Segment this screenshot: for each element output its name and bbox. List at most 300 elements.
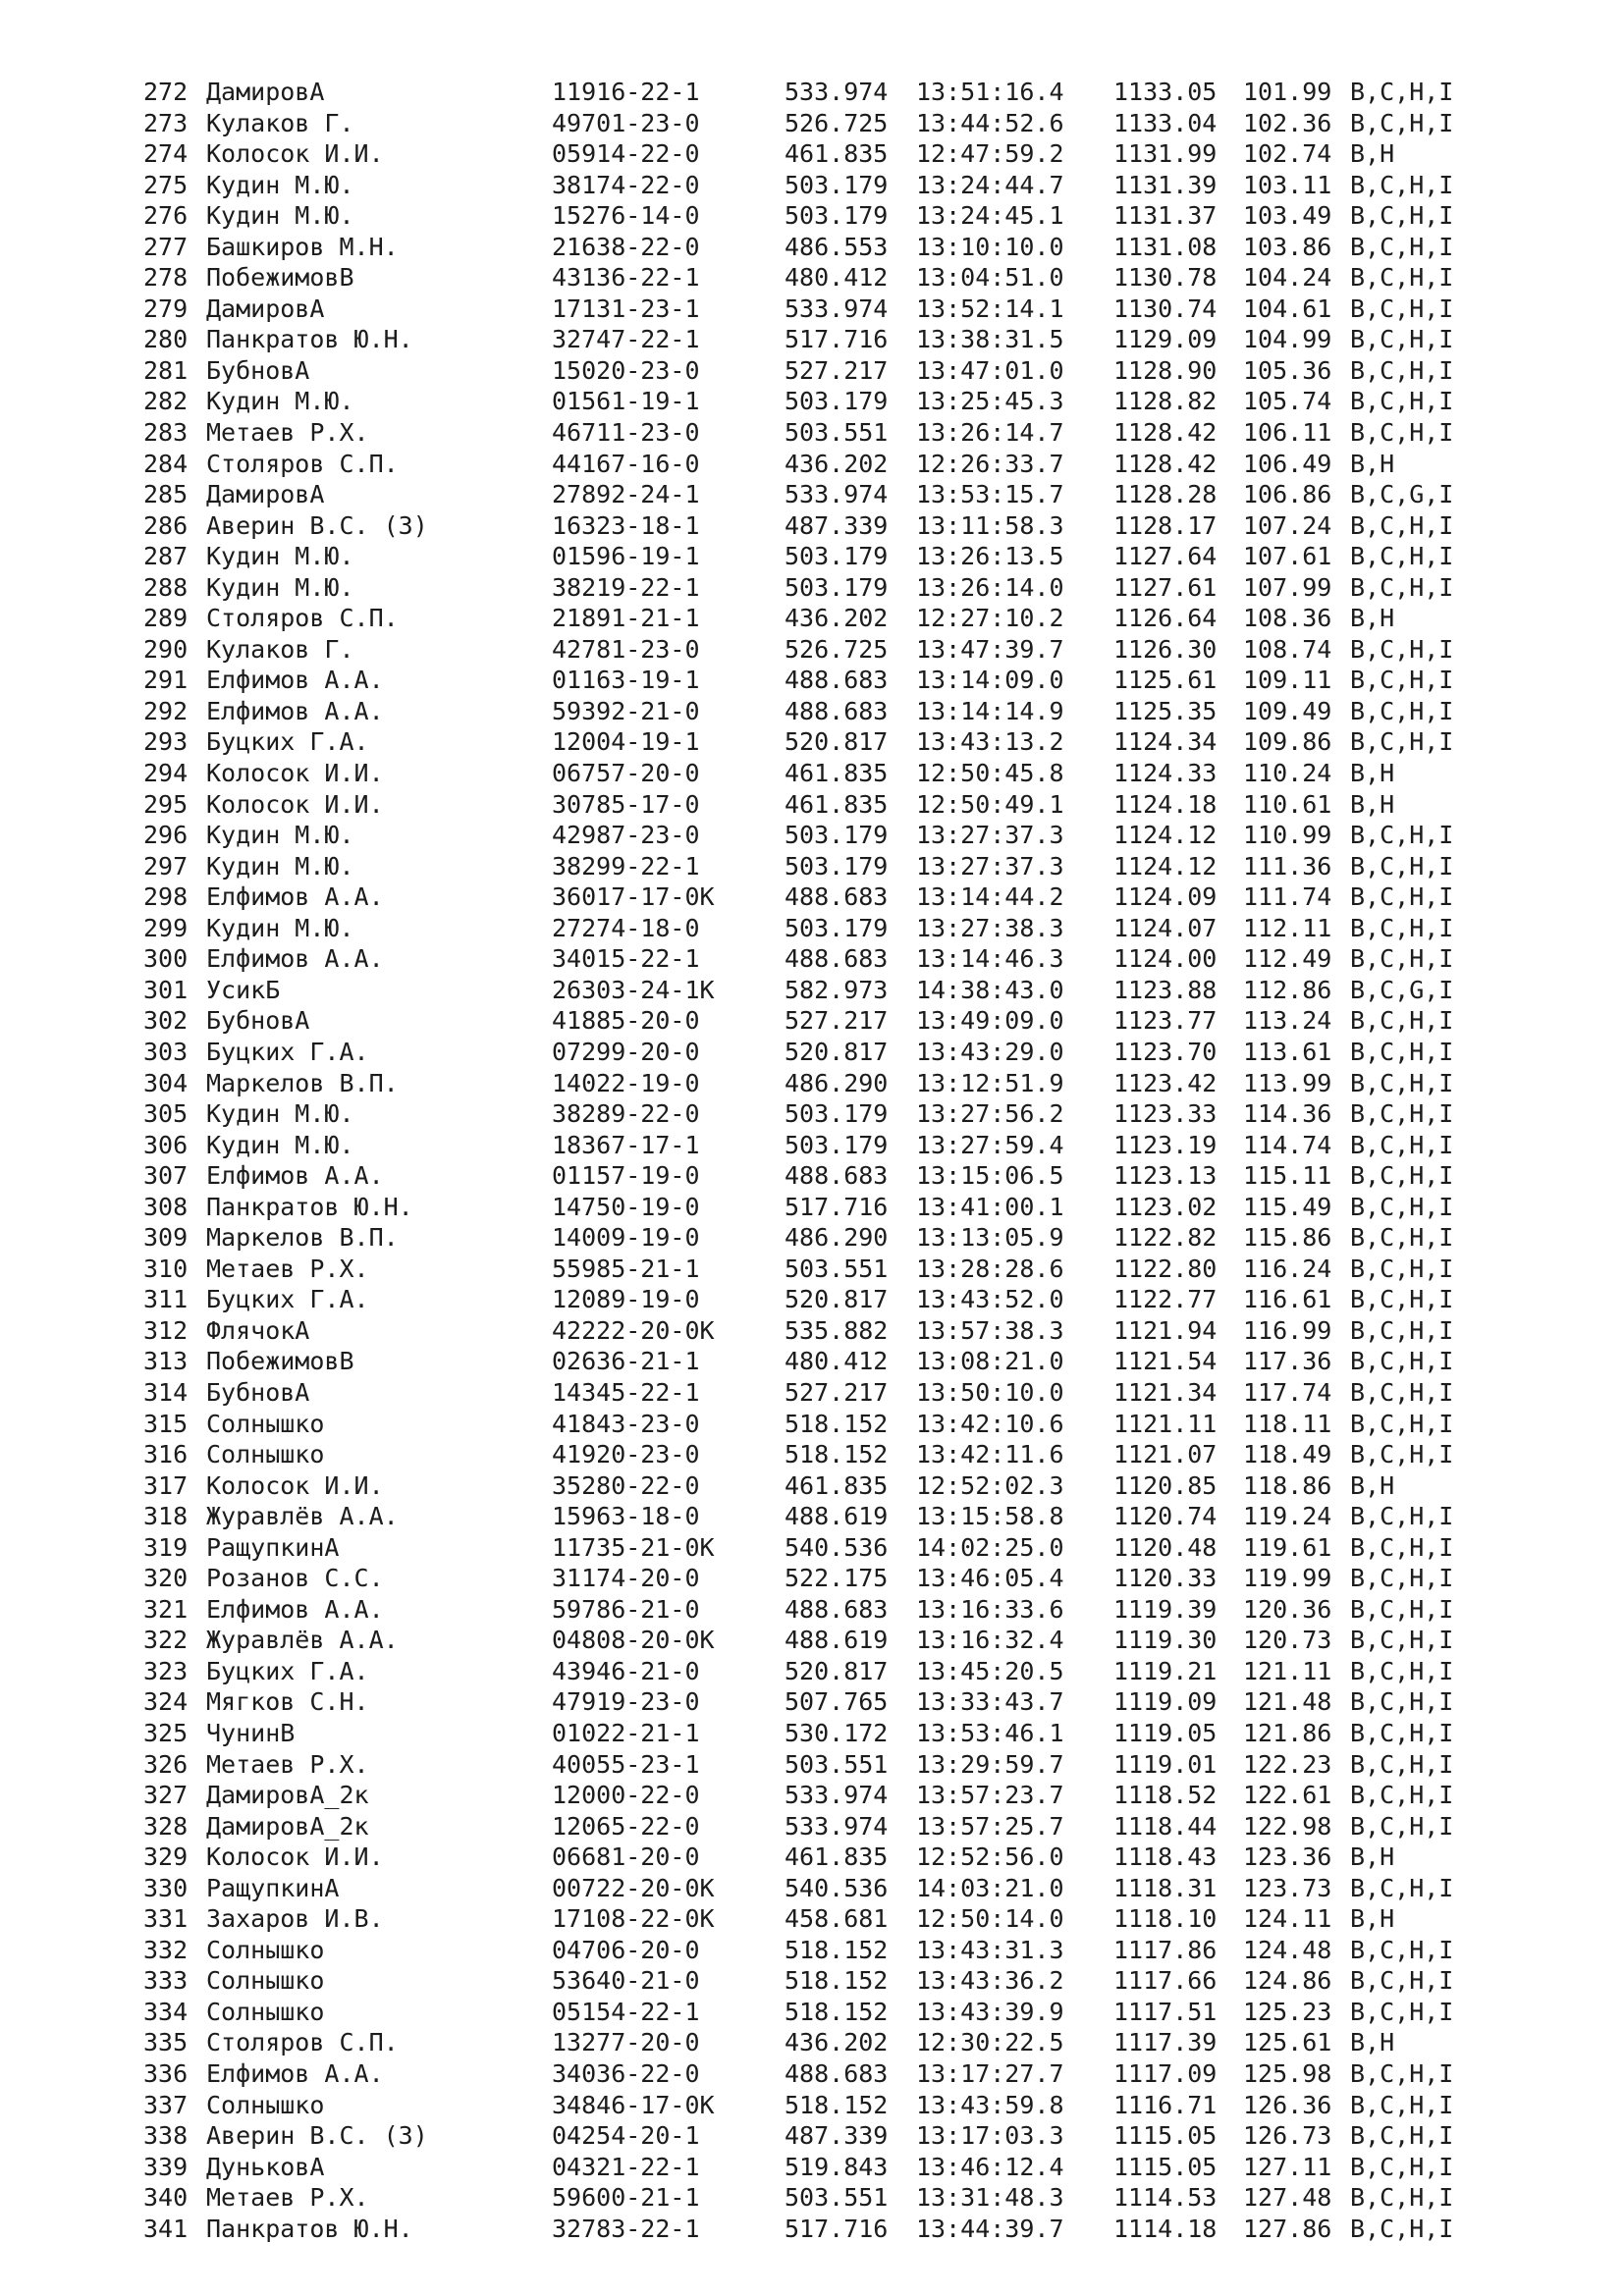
coefficient: 110.99 [1243,821,1332,850]
speed: 1130.74 [1113,294,1218,323]
coefficient: 110.61 [1243,789,1332,819]
speed: 1122.82 [1113,1223,1218,1253]
distance: 436.202 [785,449,889,478]
category-marks: B,C,H,I [1350,1068,1454,1097]
distance: 533.974 [785,1811,889,1841]
coefficient: 115.49 [1243,1192,1332,1221]
rank-cell: 330 [143,1873,189,1902]
coefficient: 101.99 [1243,78,1332,106]
fancier-name: Кудин М.Ю. [206,572,354,602]
fancier-name: Кулаков Г. [206,634,354,664]
rank-cell: 289 [143,604,189,633]
ring-number: 04321-22-1 [552,2152,700,2181]
coefficient: 121.86 [1243,1718,1332,1747]
category-marks: B,C,H,I [1350,1687,1454,1717]
category-marks: B,C,H,I [1350,1347,1454,1376]
ring-number: 16323-18-1 [552,510,700,540]
rank-cell: 295 [143,789,189,819]
speed: 1117.09 [1113,2059,1218,2088]
category-marks: B,C,H,I [1350,1223,1454,1253]
table-row [0,726,1624,758]
arrival-time: 13:51:16.4 [916,78,1064,106]
distance: 517.716 [785,2214,889,2243]
rank-cell: 291 [143,666,189,695]
ring-number: 01596-19-1 [552,542,700,571]
speed: 1123.33 [1113,1099,1218,1129]
speed: 1118.43 [1113,1842,1218,1872]
distance: 522.175 [785,1564,889,1593]
distance: 526.725 [785,634,889,664]
table-row [0,881,1624,913]
coefficient: 115.11 [1243,1161,1332,1191]
arrival-time: 12:47:59.2 [916,139,1064,169]
coefficient: 104.61 [1243,294,1332,323]
speed: 1117.86 [1113,1935,1218,1964]
category-marks: B,C,H,I [1350,387,1454,416]
speed: 1121.07 [1113,1440,1218,1469]
ring-number: 59600-21-1 [552,2183,700,2213]
ring-number: 38219-22-1 [552,572,700,602]
arrival-time: 13:26:14.7 [916,418,1064,448]
distance: 503.179 [785,572,889,602]
ring-number: 42987-23-0 [552,821,700,850]
category-marks: B,C,H,I [1350,1811,1454,1841]
arrival-time: 13:27:37.3 [916,851,1064,881]
category-marks: B,C,H,I [1350,1099,1454,1129]
arrival-time: 13:44:39.7 [916,2214,1064,2243]
arrival-time: 13:14:44.2 [916,882,1064,912]
ring-number: 27274-18-0 [552,913,700,942]
fancier-name: ДамировА [206,294,325,323]
speed: 1122.77 [1113,1285,1218,1314]
rank-cell: 292 [143,696,189,725]
distance: 520.817 [785,1285,889,1314]
fancier-name: Елфимов А.А. [206,1594,384,1624]
fancier-name: Кудин М.Ю. [206,1099,354,1129]
category-marks: B,C,H,I [1350,1130,1454,1159]
fancier-name: ДуньковА [206,2152,325,2181]
category-marks: B,C,H,I [1350,1006,1454,1036]
distance: 518.152 [785,1997,889,2026]
fancier-name: БубновА [206,355,310,385]
coefficient: 106.86 [1243,480,1332,509]
ring-number: 18367-17-1 [552,1130,700,1159]
table-row [0,479,1624,510]
fancier-name: Колосок И.И. [206,789,384,819]
fancier-name: Метаев Р.Х. [206,418,369,448]
fancier-name: Кудин М.Ю. [206,821,354,850]
speed: 1118.44 [1113,1811,1218,1841]
distance: 436.202 [785,604,889,633]
coefficient: 112.11 [1243,913,1332,942]
distance: 520.817 [785,727,889,757]
table-row [0,1749,1624,1781]
speed: 1114.53 [1113,2183,1218,2213]
fancier-name: Башкиров М.Н. [206,232,399,261]
arrival-time: 13:43:36.2 [916,1966,1064,1996]
rank-cell: 313 [143,1347,189,1376]
category-marks: B,C,H,I [1350,1564,1454,1593]
table-row [0,851,1624,882]
speed: 1125.61 [1113,666,1218,695]
category-marks: B,C,H,I [1350,418,1454,448]
category-marks: B,C,H,I [1350,201,1454,231]
fancier-name: Кудин М.Ю. [206,542,354,571]
fancier-name: Метаев Р.Х. [206,2183,369,2213]
speed: 1123.42 [1113,1068,1218,1097]
distance: 486.290 [785,1068,889,1097]
ring-number: 04706-20-0 [552,1935,700,1964]
ring-number: 12065-22-0 [552,1811,700,1841]
arrival-time: 13:38:31.5 [916,325,1064,354]
speed: 1114.18 [1113,2214,1218,2243]
speed: 1119.05 [1113,1718,1218,1747]
table-row [0,1192,1624,1223]
table-row [0,1377,1624,1409]
coefficient: 110.24 [1243,759,1332,788]
fancier-name: Колосок И.И. [206,1470,384,1500]
arrival-time: 13:42:11.6 [916,1440,1064,1469]
category-marks: B,C,H,I [1350,1192,1454,1221]
rank-cell: 285 [143,480,189,509]
rank-cell: 329 [143,1842,189,1872]
speed: 1115.05 [1113,2152,1218,2181]
rank-cell: 274 [143,139,189,169]
table-row [0,1873,1624,1904]
fancier-name: Елфимов А.А. [206,666,384,695]
ring-number: 15020-23-0 [552,355,700,385]
table-row [0,1997,1624,2028]
fancier-name: ПобежимовВ [206,263,354,293]
rank-cell: 272 [143,78,189,106]
ring-number: 41843-23-0 [552,1409,700,1438]
rank-cell: 306 [143,1130,189,1159]
fancier-name: Журавлёв А.А. [206,1626,399,1655]
category-marks: B,C,H,I [1350,913,1454,942]
speed: 1127.61 [1113,572,1218,602]
coefficient: 127.48 [1243,2183,1332,2213]
rank-cell: 282 [143,387,189,416]
arrival-time: 13:42:10.6 [916,1409,1064,1438]
rank-cell: 286 [143,510,189,540]
rank-cell: 300 [143,944,189,974]
fancier-name: Столяров С.П. [206,449,399,478]
coefficient: 116.61 [1243,1285,1332,1314]
rank-cell: 337 [143,2090,189,2119]
fancier-name: Панкратов Ю.Н. [206,1192,413,1221]
coefficient: 106.49 [1243,449,1332,478]
coefficient: 103.49 [1243,201,1332,231]
speed: 1126.64 [1113,604,1218,633]
fancier-name: БубновА [206,1377,310,1407]
category-marks: B,C,H,I [1350,1409,1454,1438]
arrival-time: 13:46:05.4 [916,1564,1064,1593]
speed: 1123.77 [1113,1006,1218,1036]
category-marks: B,C,H,I [1350,634,1454,664]
category-marks: B,C,H,I [1350,355,1454,385]
table-row [0,1005,1624,1037]
coefficient: 120.36 [1243,1594,1332,1624]
ring-number: 43136-22-1 [552,263,700,293]
coefficient: 105.74 [1243,387,1332,416]
speed: 1120.85 [1113,1470,1218,1500]
category-marks: B,C,H,I [1350,1532,1454,1562]
arrival-time: 13:43:13.2 [916,727,1064,757]
coefficient: 126.36 [1243,2090,1332,2119]
arrival-time: 13:57:23.7 [916,1781,1064,1810]
distance: 540.536 [785,1532,889,1562]
fancier-name: Буцких Г.А. [206,1037,369,1066]
coefficient: 115.86 [1243,1223,1332,1253]
ring-number: 47919-23-0 [552,1687,700,1717]
category-marks: B,C,G,I [1350,975,1454,1004]
category-marks: B,C,H,I [1350,78,1454,106]
distance: 503.551 [785,2183,889,2213]
rank-cell: 288 [143,572,189,602]
coefficient: 112.86 [1243,975,1332,1004]
arrival-time: 13:14:46.3 [916,944,1064,974]
fancier-name: Кудин М.Ю. [206,1130,354,1159]
table-row [0,789,1624,821]
category-marks: B,H [1350,139,1395,169]
category-marks: B,C,H,I [1350,1997,1454,2026]
table-row [0,1439,1624,1470]
ring-number: 41885-20-0 [552,1006,700,1036]
fancier-name: Елфимов А.А. [206,696,384,725]
arrival-time: 13:12:51.9 [916,1068,1064,1097]
rank-cell: 309 [143,1223,189,1253]
rank-cell: 307 [143,1161,189,1191]
distance: 527.217 [785,1377,889,1407]
distance: 503.179 [785,387,889,416]
category-marks: B,C,H,I [1350,294,1454,323]
category-marks: B,C,H,I [1350,263,1454,293]
speed: 1129.09 [1113,325,1218,354]
speed: 1124.12 [1113,851,1218,881]
coefficient: 119.99 [1243,1564,1332,1593]
speed: 1119.09 [1113,1687,1218,1717]
arrival-time: 12:50:14.0 [916,1904,1064,1934]
ring-number: 32783-22-1 [552,2214,700,2243]
distance: 503.551 [785,1749,889,1779]
distance: 518.152 [785,1440,889,1469]
coefficient: 124.48 [1243,1935,1332,1964]
category-marks: B,C,H,I [1350,510,1454,540]
arrival-time: 13:17:27.7 [916,2059,1064,2088]
coefficient: 107.24 [1243,510,1332,540]
ring-number: 07299-20-0 [552,1037,700,1066]
distance: 533.974 [785,78,889,106]
ring-number: 01022-21-1 [552,1718,700,1747]
table-row [0,2214,1624,2245]
table-row [0,1718,1624,1749]
distance: 503.179 [785,542,889,571]
arrival-time: 13:57:25.7 [916,1811,1064,1841]
arrival-time: 13:15:06.5 [916,1161,1064,1191]
distance: 488.683 [785,2059,889,2088]
ring-number: 12004-19-1 [552,727,700,757]
table-row [0,634,1624,666]
ring-number: 34015-22-1 [552,944,700,974]
rank-cell: 311 [143,1285,189,1314]
rank-cell: 314 [143,1377,189,1407]
coefficient: 109.11 [1243,666,1332,695]
category-marks: B,C,H,I [1350,1161,1454,1191]
arrival-time: 13:57:38.3 [916,1315,1064,1345]
speed: 1118.10 [1113,1904,1218,1934]
fancier-name: Елфимов А.А. [206,944,384,974]
speed: 1123.19 [1113,1130,1218,1159]
table-row [0,2027,1624,2058]
rank-cell: 303 [143,1037,189,1066]
coefficient: 109.49 [1243,696,1332,725]
distance: 458.681 [785,1904,889,1934]
distance: 461.835 [785,139,889,169]
coefficient: 107.61 [1243,542,1332,571]
coefficient: 124.11 [1243,1904,1332,1934]
rank-cell: 277 [143,232,189,261]
rank-cell: 275 [143,170,189,199]
distance: 503.179 [785,821,889,850]
table-row [0,262,1624,294]
table-row [0,1470,1624,1502]
category-marks: B,C,H,I [1350,1781,1454,1810]
ring-number: 05154-22-1 [552,1997,700,2026]
table-row [0,603,1624,634]
ring-number: 31174-20-0 [552,1564,700,1593]
table-row [0,1284,1624,1315]
rank-cell: 297 [143,851,189,881]
distance: 487.339 [785,510,889,540]
results-table [0,77,1624,2244]
distance: 520.817 [785,1037,889,1066]
speed: 1133.05 [1113,78,1218,106]
ring-number: 17131-23-1 [552,294,700,323]
speed: 1119.30 [1113,1626,1218,1655]
distance: 488.683 [785,696,889,725]
fancier-name: РащупкинА [206,1873,340,1902]
rank-cell: 312 [143,1315,189,1345]
ring-number: 02636-21-1 [552,1347,700,1376]
speed: 1120.74 [1113,1502,1218,1531]
ring-number: 21638-22-0 [552,232,700,261]
category-marks: B,C,H,I [1350,2121,1454,2151]
arrival-time: 12:26:33.7 [916,449,1064,478]
table-row [0,1315,1624,1347]
category-marks: B,C,H,I [1350,944,1454,974]
ring-number: 38174-22-0 [552,170,700,199]
fancier-name: Кудин М.Ю. [206,913,354,942]
category-marks: B,C,H,I [1350,851,1454,881]
rank-cell: 321 [143,1594,189,1624]
coefficient: 122.61 [1243,1781,1332,1810]
fancier-name: ПобежимовВ [206,1347,354,1376]
fancier-name: РащупкинА [206,1532,340,1562]
speed: 1128.82 [1113,387,1218,416]
arrival-time: 13:28:28.6 [916,1254,1064,1283]
distance: 488.683 [785,1161,889,1191]
speed: 1128.90 [1113,355,1218,385]
arrival-time: 13:27:38.3 [916,913,1064,942]
coefficient: 119.24 [1243,1502,1332,1531]
arrival-time: 13:16:33.6 [916,1594,1064,1624]
coefficient: 103.86 [1243,232,1332,261]
category-marks: B,H [1350,1904,1395,1934]
fancier-name: Колосок И.И. [206,139,384,169]
table-row [0,1068,1624,1099]
coefficient: 102.36 [1243,108,1332,137]
speed: 1123.70 [1113,1037,1218,1066]
distance: 488.619 [785,1502,889,1531]
arrival-time: 12:27:10.2 [916,604,1064,633]
table-row [0,355,1624,387]
coefficient: 112.49 [1243,944,1332,974]
distance: 519.843 [785,2152,889,2181]
fancier-name: Солнышко [206,1440,325,1469]
table-row [0,975,1624,1006]
speed: 1128.28 [1113,480,1218,509]
rank-cell: 340 [143,2183,189,2213]
category-marks: B,C,H,I [1350,1966,1454,1996]
fancier-name: ФлячокА [206,1315,310,1345]
ring-number: 15963-18-0 [552,1502,700,1531]
ring-number: 55985-21-1 [552,1254,700,1283]
arrival-time: 13:43:29.0 [916,1037,1064,1066]
rank-cell: 317 [143,1470,189,1500]
fancier-name: Колосок И.И. [206,759,384,788]
distance: 533.974 [785,1781,889,1810]
fancier-name: Колосок И.И. [206,1842,384,1872]
rank-cell: 301 [143,975,189,1004]
fancier-name: Солнышко [206,1935,325,1964]
distance: 518.152 [785,1966,889,1996]
speed: 1124.00 [1113,944,1218,974]
arrival-time: 13:31:48.3 [916,2183,1064,2213]
table-row [0,943,1624,975]
coefficient: 103.11 [1243,170,1332,199]
distance: 488.683 [785,666,889,695]
distance: 526.725 [785,108,889,137]
fancier-name: Журавлёв А.А. [206,1502,399,1531]
ring-number: 12000-22-0 [552,1781,700,1810]
speed: 1123.88 [1113,975,1218,1004]
coefficient: 117.36 [1243,1347,1332,1376]
speed: 1131.08 [1113,232,1218,261]
category-marks: B,C,H,I [1350,821,1454,850]
coefficient: 108.74 [1243,634,1332,664]
coefficient: 116.24 [1243,1254,1332,1283]
speed: 1119.01 [1113,1749,1218,1779]
arrival-time: 13:43:59.8 [916,2090,1064,2119]
table-row [0,1532,1624,1564]
rank-cell: 341 [143,2214,189,2243]
category-marks: B,C,H,I [1350,1749,1454,1779]
arrival-time: 13:26:13.5 [916,542,1064,571]
ring-number: 38289-22-0 [552,1099,700,1129]
fancier-name: Кулаков Г. [206,108,354,137]
speed: 1121.11 [1113,1409,1218,1438]
arrival-time: 13:49:09.0 [916,1006,1064,1036]
coefficient: 114.36 [1243,1099,1332,1129]
table-row [0,138,1624,170]
coefficient: 113.24 [1243,1006,1332,1036]
rank-cell: 310 [143,1254,189,1283]
rank-cell: 305 [143,1099,189,1129]
fancier-name: Буцких Г.А. [206,727,369,757]
ring-number: 14009-19-0 [552,1223,700,1253]
distance: 503.551 [785,418,889,448]
rank-cell: 338 [143,2121,189,2151]
